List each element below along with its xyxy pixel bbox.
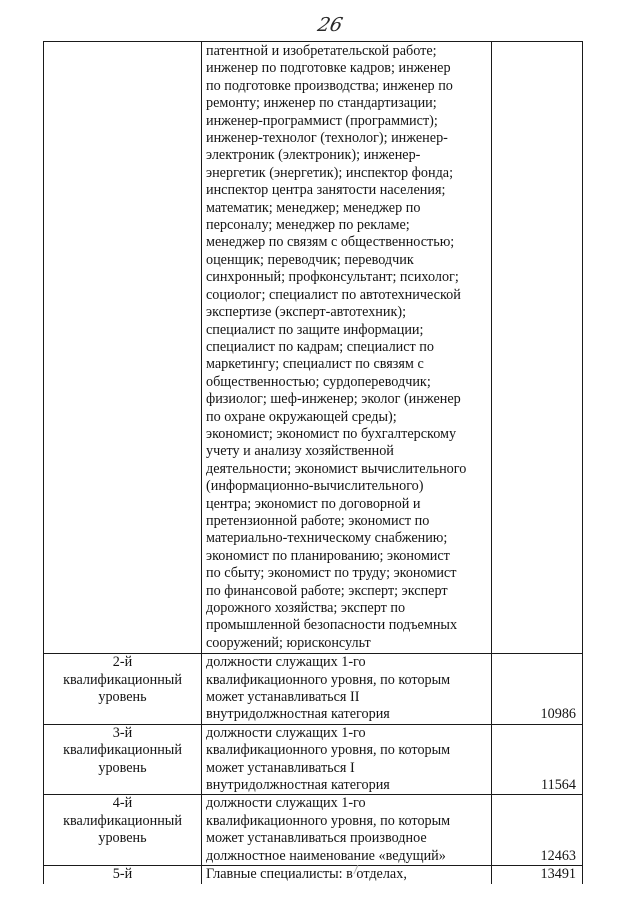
level-line: 4-й — [112, 795, 133, 812]
text-line: центра; экономист по договорной и — [206, 495, 421, 512]
level-line: квалификационный — [63, 812, 182, 829]
text-line: инспектор центра занятости населения; — [206, 182, 446, 199]
text-line: учету и анализу хозяйственной — [206, 443, 394, 460]
text-line: должностное наименование «ведущий» — [206, 847, 446, 864]
text-line: материально-техническому снабжению; — [206, 530, 448, 547]
table-row — [44, 724, 583, 795]
text-line: маркетингу; специалист по связям с — [206, 356, 424, 373]
level-cell — [44, 795, 202, 866]
text-line: дорожного хозяйства; эксперт по — [206, 600, 406, 616]
text-line: промышленной безопасности подъемных — [206, 617, 458, 634]
text-line: может устанавливаться I — [206, 759, 355, 776]
level-line: 5-й — [112, 866, 133, 883]
text-line: специалист по кадрам; специалист по — [206, 338, 434, 355]
text-line: инженер-программист (программист); — [206, 112, 438, 129]
level-cell — [44, 654, 202, 725]
text-line: социолог; специалист по автотехнической — [206, 286, 461, 303]
positions-cell — [202, 724, 492, 795]
table-row-continuation — [44, 42, 583, 654]
text-line: может устанавливаться II — [206, 689, 360, 706]
text-line: деятельности; экономист вычислительного — [206, 460, 467, 477]
level-cell — [44, 724, 202, 795]
text-line: (информационно-вычислительного) — [206, 478, 424, 495]
text-line: синхронный; профконсультант; психолог; — [206, 269, 459, 286]
table-row — [44, 795, 583, 866]
level-cell — [44, 42, 202, 654]
salary-cell: 13491 — [492, 866, 583, 884]
text-line: по финансовой работе; эксперт; эксперт — [206, 582, 448, 599]
text-line: физиолог; шеф-инженер; эколог (инженер — [206, 391, 461, 408]
positions-cell — [202, 795, 492, 866]
text-line: по сбыту; экономист по труду; экономист — [206, 565, 457, 582]
level-line: уровень — [98, 759, 147, 776]
level-line: 2-й — [112, 654, 133, 671]
level-line: квалификационный — [63, 742, 182, 759]
table-row — [44, 654, 583, 725]
text-line: квалификационного уровня, по которым — [206, 742, 451, 759]
text-line: общественностью; сурдопереводчик; — [206, 373, 431, 390]
text-line: может устанавливаться производное — [206, 830, 427, 847]
level-line: уровень — [98, 830, 147, 847]
text-line: должности служащих 1-го — [206, 654, 366, 671]
positions-cell — [202, 42, 492, 654]
text-line: должности служащих 1-го — [206, 795, 366, 812]
text-line: по охране окружающей среды); — [206, 408, 397, 425]
text-line: персоналу; менеджер по рекламе; — [206, 217, 410, 234]
qualification-table — [43, 41, 583, 884]
text-line: внутридолжностная категория — [206, 706, 390, 723]
table-body — [44, 42, 583, 884]
level-line: уровень — [98, 689, 147, 706]
positions-cell — [202, 866, 492, 884]
text-line: сооружений; юрисконсульт — [206, 634, 371, 651]
page-number: 26 — [315, 14, 345, 36]
text-line: Главные специалисты: в отделах, — [206, 866, 407, 883]
text-line: патентной и изобретательской работе; — [206, 43, 437, 59]
text-line: претензионной работе; экономист по — [206, 512, 430, 529]
text-line: электроник (электроник); инженер- — [206, 147, 421, 164]
text-line: квалификационного уровня, по которым — [206, 812, 451, 829]
text-line: экспертизе (эксперт-автотехник); — [206, 304, 407, 321]
text-line: менеджер по связям с общественностью; — [206, 234, 455, 251]
text-line: оценщик; переводчик; переводчик — [206, 251, 414, 268]
level-cell — [44, 866, 202, 884]
text-line: квалификационного уровня, по которым — [206, 671, 451, 688]
level-line: квалификационный — [63, 671, 182, 688]
salary-cell: 11564 — [492, 724, 583, 795]
text-line: математик; менеджер; менеджер по — [206, 199, 421, 216]
text-line: инженер-технолог (технолог); инженер- — [206, 130, 448, 147]
text-line: по подготовке производства; инженер по — [206, 77, 453, 94]
table-row — [44, 866, 583, 884]
text-line: ремонту; инженер по стандартизации; — [206, 95, 437, 112]
text-line: должности служащих 1-го — [206, 724, 366, 741]
positions-cell — [202, 654, 492, 725]
text-line: экономист по планированию; экономист — [206, 547, 450, 564]
text-line: энергетик (энергетик); инспектор фонда; — [206, 164, 454, 181]
salary-cell: 10986 — [492, 654, 583, 725]
level-line: 3-й — [112, 724, 133, 741]
salary-cell: 12463 — [492, 795, 583, 866]
text-line: специалист по защите информации; — [206, 321, 424, 338]
text-line: инженер по подготовке кадров; инженер — [206, 60, 451, 77]
text-line: экономист; экономист по бухгалтерскому — [206, 425, 457, 442]
text-line: внутридолжностная категория — [206, 777, 390, 794]
salary-cell — [492, 42, 583, 654]
